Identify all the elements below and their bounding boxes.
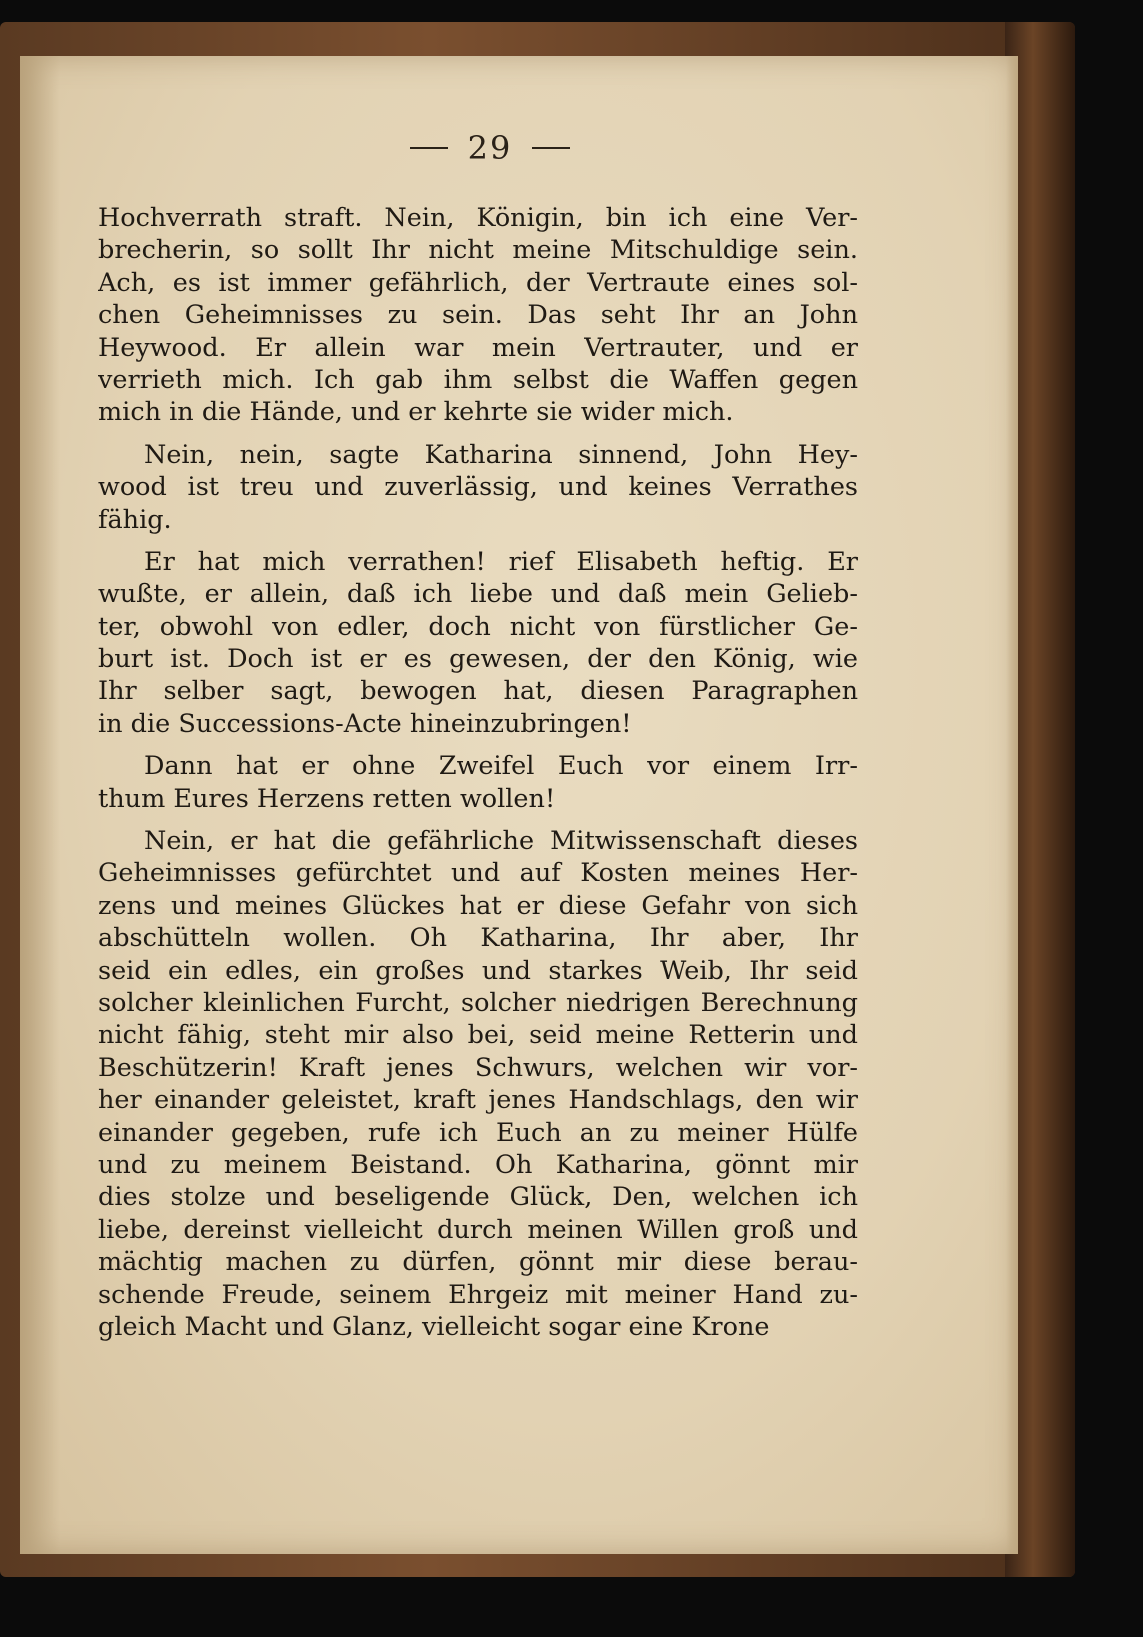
text-line: ter, obwohl von edler, doch nicht von fürstlicher Ge- bbox=[98, 611, 858, 642]
body-text bbox=[98, 202, 858, 1343]
text-line: Hochverrath straft. Nein, Königin, bin ich eine Ver- bbox=[98, 203, 858, 233]
text-line: verrieth mich. Ich gab ihm selbst die Waffen gegen bbox=[98, 364, 858, 395]
text-line: fähig. bbox=[98, 504, 172, 535]
text-line: wußte, er allein, daß ich liebe und daß mein Gelieb- bbox=[98, 579, 858, 610]
text-line: dies stolze und beseligende Glück, Den, welchen ich bbox=[98, 1182, 858, 1213]
text-line: Ach, es ist immer gefährlich, der Vertraute eines sol- bbox=[98, 267, 858, 298]
text-line: seid ein edles, ein großes und starkes Weib, Ihr seid bbox=[98, 955, 858, 986]
text-line: nicht fähig, steht mir also bei, seid meine Retterin und bbox=[98, 1020, 858, 1051]
text-line: mächtig machen zu dürfen, gönnt mir diese berau- bbox=[98, 1247, 858, 1278]
text-line: und zu meinem Beistand. Oh Katharina, gönnt mir bbox=[98, 1149, 858, 1180]
text-line: Dann hat er ohne Zweifel Euch vor einem Irr- bbox=[144, 751, 858, 782]
header-dash-right bbox=[532, 147, 570, 149]
text-line: zens und meines Glückes hat er diese Gefahr von sich bbox=[98, 890, 858, 921]
paragraph bbox=[98, 750, 858, 815]
text-line: Nein, er hat die gefährliche Mitwissenschaft dieses bbox=[144, 826, 858, 857]
text-line: burt ist. Doch ist er es gewesen, der den König, wie bbox=[98, 644, 858, 675]
text-line: Ihr selber sagt, bewogen hat, diesen Paragraphen bbox=[98, 676, 858, 707]
paragraph bbox=[98, 546, 858, 740]
paragraph bbox=[98, 202, 858, 429]
text-line: wood ist treu und zuverlässig, und keines Verrathes bbox=[98, 472, 858, 503]
text-line: chen Geheimnisses zu sein. Das seht Ihr an John bbox=[98, 300, 858, 331]
text-line: thum Eures Herzens retten wollen! bbox=[98, 783, 556, 814]
text-line: gleich Macht und Glanz, vielleicht sogar eine Krone bbox=[98, 1311, 770, 1342]
text-line: mich in die Hände, und er kehrte sie wider mich. bbox=[98, 397, 734, 428]
page-edge bbox=[1006, 56, 1018, 1554]
text-line: abschütteln wollen. Oh Katharina, Ihr aber, Ihr bbox=[98, 923, 858, 954]
book-page bbox=[20, 56, 1018, 1554]
text-line: einander gegeben, rufe ich Euch an zu meiner Hülfe bbox=[98, 1117, 858, 1148]
text-line: in die Successions-Acte hineinzubringen! bbox=[98, 708, 632, 739]
text-line: solcher kleinlichen Furcht, solcher niedrigen Berechnung bbox=[98, 987, 858, 1018]
page-gutter bbox=[20, 56, 60, 1554]
text-line: schende Freude, seinem Ehrgeiz mit meiner Hand zu- bbox=[98, 1279, 858, 1310]
text-line: Heywood. Er allein war mein Vertrauter, und er bbox=[98, 332, 858, 363]
text-line: liebe, dereinst vielleicht durch meinen Willen groß und bbox=[98, 1214, 858, 1245]
page-header bbox=[380, 126, 600, 170]
header-dash-left bbox=[410, 147, 448, 149]
paragraph bbox=[98, 439, 858, 536]
paragraph bbox=[98, 825, 858, 1343]
text-line: Geheimnisses gefürchtet und auf Kosten meines Her- bbox=[98, 858, 858, 889]
text-line: brecherin, so sollt Ihr nicht meine Mitschuldige sein. bbox=[98, 235, 858, 266]
text-line: Beschützerin! Kraft jenes Schwurs, welchen wir vor- bbox=[98, 1052, 858, 1083]
text-line: her einander geleistet, kraft jenes Handschlags, den wir bbox=[98, 1085, 858, 1116]
page-number: 29 bbox=[467, 129, 513, 167]
text-line: Er hat mich verrathen! rief Elisabeth heftig. Er bbox=[144, 546, 858, 577]
text-line: Nein, nein, sagte Katharina sinnend, John Hey- bbox=[144, 439, 858, 470]
